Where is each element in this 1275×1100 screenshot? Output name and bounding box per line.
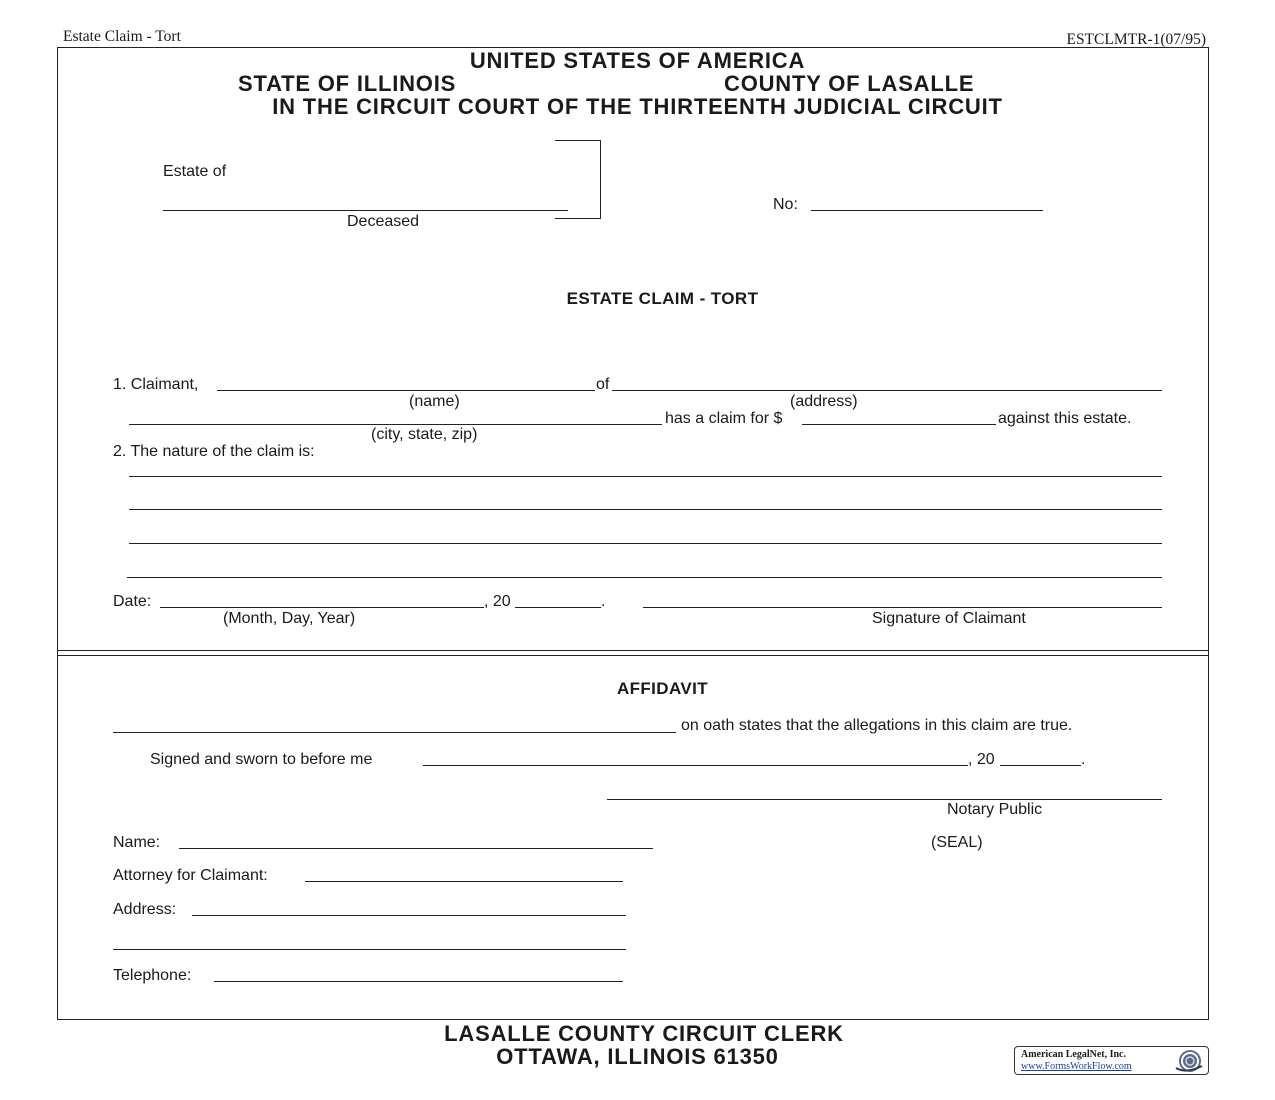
sworn-label: Signed and sworn to before me — [150, 751, 373, 768]
claimant-label: 1. Claimant, — [113, 376, 199, 393]
deceased-name-field[interactable] — [163, 210, 568, 211]
logo-swirl-icon — [1172, 1048, 1206, 1074]
name-caption: (name) — [409, 393, 460, 410]
date-label: Date: — [113, 593, 152, 610]
address-caption: (address) — [790, 393, 858, 410]
estate-of-label: Estate of — [163, 163, 227, 180]
caption-bracket — [555, 140, 601, 219]
logo-company: American LegalNet, Inc. — [1021, 1049, 1126, 1060]
date-period: . — [601, 593, 606, 610]
date-year-field[interactable] — [515, 607, 601, 608]
form-code: ESTCLMTR-1(07/95) — [1066, 31, 1206, 48]
date-year-prefix: , 20 — [484, 593, 511, 610]
court-heading-state: STATE OF ILLINOIS — [238, 71, 457, 96]
sworn-year-field[interactable] — [1000, 765, 1081, 766]
footer-clerk: LASALLE COUNTY CIRCUIT CLERK — [444, 1021, 844, 1046]
against-estate-label: against this estate. — [998, 410, 1132, 427]
attorney-name-field[interactable] — [179, 848, 653, 849]
notary-caption: Notary Public — [947, 801, 1043, 818]
city-caption: (city, state, zip) — [371, 426, 478, 443]
form-title: Estate Claim - Tort — [63, 28, 181, 45]
seal-label: (SEAL) — [931, 834, 983, 851]
nature-line-4[interactable] — [127, 577, 1162, 578]
claimant-signature-field[interactable] — [643, 607, 1162, 608]
american-legalnet-logo[interactable] — [1014, 1046, 1209, 1075]
attorney-telephone-field[interactable] — [214, 981, 623, 982]
section-divider-top — [57, 650, 1209, 651]
claim-amount-field[interactable] — [802, 424, 996, 425]
claimant-name-field[interactable] — [217, 390, 595, 391]
claimant-address-field[interactable] — [612, 390, 1162, 391]
attorney-for-claimant-label: Attorney for Claimant: — [113, 867, 268, 884]
logo-url[interactable]: www.FormsWorkFlow.com — [1021, 1061, 1132, 1072]
deceased-caption: Deceased — [347, 213, 420, 230]
court-heading-country: UNITED STATES OF AMERICA — [469, 48, 806, 73]
attorney-for-claimant-field[interactable] — [305, 881, 623, 882]
sworn-date-field[interactable] — [423, 765, 968, 766]
has-claim-label: has a claim for $ — [665, 410, 783, 427]
affidavit-title: AFFIDAVIT — [616, 679, 709, 698]
attorney-address-field-1[interactable] — [192, 915, 626, 916]
claim-title: ESTATE CLAIM - TORT — [566, 289, 759, 308]
attorney-name-label: Name: — [113, 834, 161, 851]
attorney-address-label: Address: — [113, 901, 177, 918]
notary-signature-field[interactable] — [607, 799, 1162, 800]
city-state-zip-field[interactable] — [129, 424, 662, 425]
attorney-address-field-2[interactable] — [113, 949, 626, 950]
case-number-label: No: — [773, 196, 798, 213]
section-divider-bottom — [57, 655, 1209, 656]
court-heading-circuit: IN THE CIRCUIT COURT OF THE THIRTEENTH JUDICIAL CIRCUIT — [272, 94, 1003, 119]
signature-caption: Signature of Claimant — [872, 610, 1026, 627]
nature-line-2[interactable] — [129, 509, 1162, 510]
sworn-period: . — [1081, 751, 1086, 768]
affiant-name-field[interactable] — [113, 732, 676, 733]
nature-line-1[interactable] — [129, 476, 1162, 477]
footer-city: OTTAWA, ILLINOIS 61350 — [496, 1044, 779, 1069]
sworn-year-prefix: , 20 — [968, 751, 995, 768]
oath-text: on oath states that the allegations in this claim are true. — [681, 717, 1073, 734]
of-label: of — [596, 376, 610, 393]
court-heading-county: COUNTY OF LASALLE — [724, 71, 975, 96]
case-number-field[interactable] — [811, 210, 1043, 211]
attorney-telephone-label: Telephone: — [113, 967, 192, 984]
date-caption: (Month, Day, Year) — [223, 610, 356, 627]
nature-label: 2. The nature of the claim is: — [113, 443, 315, 460]
nature-line-3[interactable] — [129, 543, 1162, 544]
date-field[interactable] — [160, 607, 484, 608]
